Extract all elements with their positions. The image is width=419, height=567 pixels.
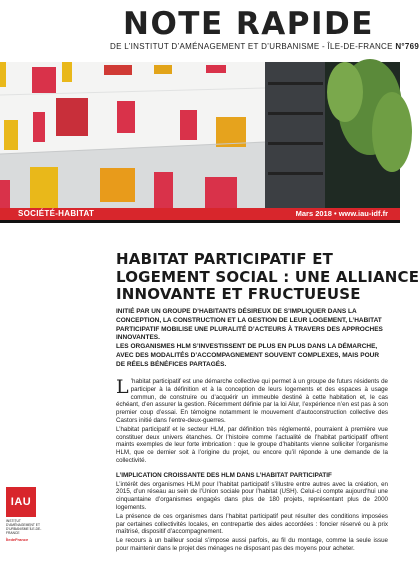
body-paragraph-text: ’habitat participatif est une démarche collective qui permet à un groupe de futurs résidents de participer à la définition et à la conception de leurs logements et des espaces à usage commun, de construire ou d’acquérir un immeuble destiné à cette habitation et, le cas échéant, d’en assurer la gestion. Récemment définie par la loi Alur, l’expérience n’en est pas à son premier coup d’essai. En témoigne notamment le mouvement d’autoconstruction collective des Castors initié dans l’entre-deux-guerres.: [116, 378, 388, 424]
body-paragraph: La présence de ces organismes dans l’habitat participatif peut résulter des conditions imposées par certaines collectivités locales, en contrepartie des aides accordées : foncier réservé ou à prix maîtrisé, dispositif d’accompagnement.: [116, 512, 388, 536]
divider: [0, 220, 400, 223]
masthead: [0, 0, 419, 62]
article-lead: [116, 308, 388, 370]
title-line: HABITAT PARTICIPATIF ET: [116, 250, 334, 268]
article-body: [116, 378, 388, 554]
section-heading: L’IMPLICATION CROISSANTE DES HLM DANS L’HABITAT PARTICIPATIF: [116, 471, 332, 479]
body-paragraph: [116, 378, 388, 425]
drop-cap: L: [116, 376, 129, 398]
region-logo: ÎledeFrance: [6, 537, 29, 542]
publication-subtitle: [110, 42, 419, 51]
iau-logo-icon: IAU: [6, 487, 36, 517]
lead-paragraph: LES ORGANISMES HLM S’INVESTISSENT DE PLUS EN PLUS DANS LA DÉMARCHE, AVEC DES MODALITÉS D’ACCOMPAGNEMENT SOUVENT COMPLEXES, MAIS POUR DE RÉELS BÉNÉFICES PARTAGÉS.: [116, 343, 380, 368]
publication-title: NOTE RAPIDE: [123, 6, 374, 42]
iau-logo: [6, 487, 40, 542]
title-line: INNOVANTE ET FRUCTUEUSE: [116, 285, 361, 303]
institute-name: DE L’INSTITUT D’AMÉNAGEMENT ET D’URBANISME - ÎLE-DE-FRANCE: [110, 42, 393, 51]
section-banner: [0, 208, 400, 220]
issue-date-website: Mars 2018 • www.iau-idf.fr: [295, 209, 388, 218]
section-label: SOCIÉTÉ-HABITAT: [18, 209, 95, 218]
body-paragraph: L’intérêt des organismes HLM pour l’habitat participatif s’illustre entre autres avec la création, en 2015, d’un réseau au sein de l’Union sociale pour l’habitat (USH). Celui-ci compte aujourd’hui une cinquantaine d’organismes engagés dans plus de 180 projets, représentant plus de 2000 logements.: [116, 480, 388, 511]
body-paragraph: Le recours à un bailleur social s’impose aussi parfois, au fil du montage, comme la seule issue pour maintenir dans le projet des ménages ne disposant pas des moyens pour acheter.: [116, 537, 388, 552]
title-line: LOGEMENT SOCIAL : UNE ALLIANCE: [116, 267, 419, 286]
issue-number: N°769: [395, 42, 419, 51]
article-title: [116, 250, 419, 304]
logo-caption: INSTITUT D’AMÉNAGEMENT ET D’URBANISME ÎLE-DE-FRANCE: [6, 519, 42, 535]
body-paragraph: L’habitat participatif et le secteur HLM, par définition très réglementé, pourraient à première vue constituer deux univers étanches. Or l’histoire comme l’actualité de l’habitat participatif offrent maints exemples de leur forte imbrication : que le groupe d’habitants vienne solliciter l’organisme HLM, que ce dernier soit à l’origine du projet, ou encore qu’il réponde à une demande de la collectivité.: [116, 425, 388, 464]
lead-paragraph: INITIÉ PAR UN GROUPE D’HABITANTS DÉSIREUX DE S’IMPLIQUER DANS LA CONCEPTION, LA CONSTRUCTION ET LA GESTION DE LEUR LOGEMENT, L’HABITAT PARTICIPATIF MOBILISE UNE PLURALITÉ D’ACTEURS À TRAVERS DES APPROCHES INNOVANTES.: [116, 308, 383, 342]
cover-photo: [0, 62, 400, 208]
